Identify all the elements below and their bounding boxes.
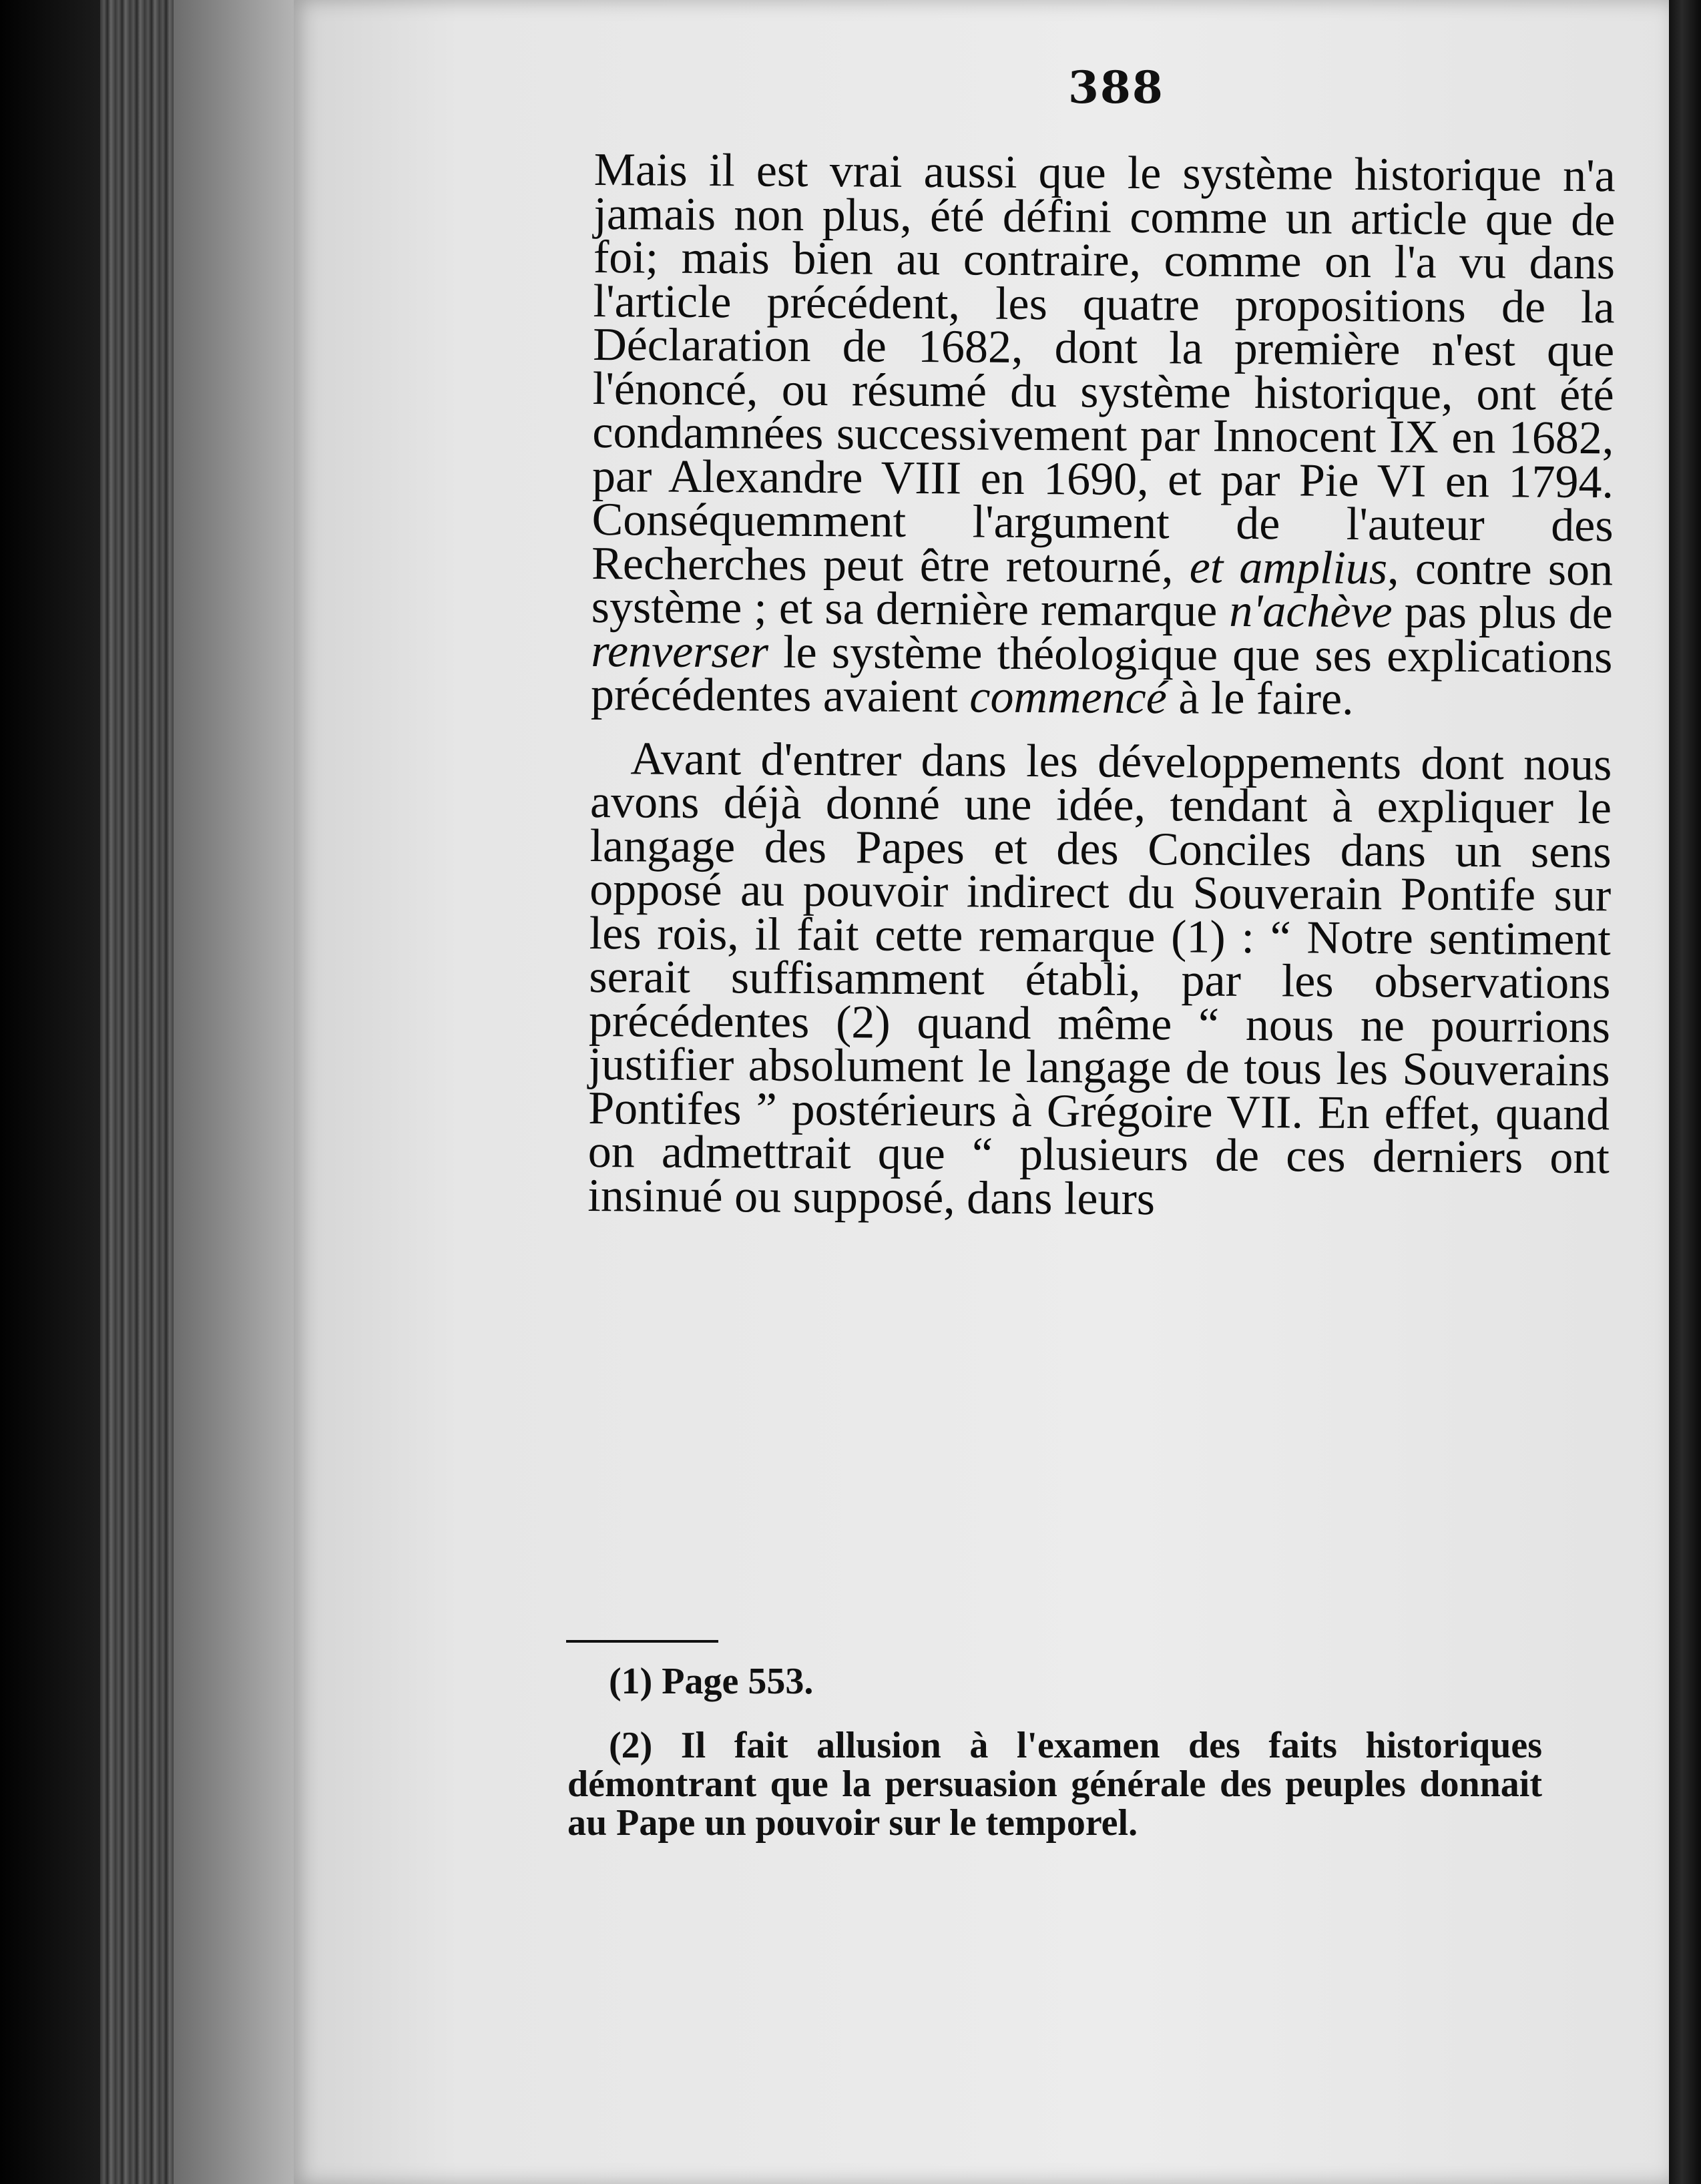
- body-text: [587, 144, 1616, 1225]
- footnote-separator: [566, 1640, 718, 1643]
- italic-commence: commencé: [969, 671, 1168, 724]
- footnotes: [567, 1662, 1542, 1842]
- page-edges-inner: [174, 0, 300, 2184]
- paragraph-1: [590, 144, 1616, 725]
- footnote-1: (1) Page 553.: [609, 1661, 814, 1702]
- italic-nacheve: n'achève: [1229, 585, 1393, 638]
- footnote-2: (2) Il fait allusion à l'examen des faits historiques démontrant que la persuasion générale des peuples donnait au Pape un pouvoir sur le temporel.: [567, 1725, 1542, 1844]
- paragraph-1-end: à le faire.: [1178, 672, 1354, 725]
- paragraph-2: Avant d'entrer dans les développements dont nous avons déjà donné une idée, tendant à expliquer le langage des Papes et des Conciles dans un sens opposé au pouvoir indirect du Souverain Pontife sur les rois, il fait cette remarque (1) : “ Notre sentiment serait suffisamment établi, par les observations précédentes (2) quand même “ nous ne pourrions justifier absolument le langage de tous les Souverains Pontifes ” postérieurs à Grégoire VII. En effet, quand on admettrait que “ plusieurs de ces derniers ont insinué ou supposé, dans leurs: [587, 732, 1612, 1225]
- paragraph-1-mid-1: , contre son système ; et sa dernière remarque: [591, 542, 1614, 637]
- page-number: 388: [1068, 61, 1164, 113]
- paragraph-1-start: Mais il est vrai aussi que le système historique n'a jamais non plus, été défini comme un article que de foi; mais bien au contraire, comme on l'a vu dans l'article précédent, les quatre propositions de la Déclaration de 1682, dont la première n'est que l'énoncé, ou résumé du système historique, ont été condamnées successivement par Innocent IX en 1682, par Alexandre VIII en 1690, et par Pie VI en 1794. Conséquemment l'argument de l'auteur des Recherches peut être retourné,: [591, 144, 1616, 593]
- italic-renverser: renverser: [591, 625, 769, 678]
- italic-et-amplius: et amplius: [1189, 541, 1388, 594]
- paragraph-1-mid-3: le système théologique que ses explications précédentes avaient: [590, 626, 1613, 723]
- paragraph-1-mid-2: pas plus de: [1404, 586, 1614, 639]
- book-binding: [0, 0, 100, 2184]
- right-page-edge: [1669, 0, 1701, 2184]
